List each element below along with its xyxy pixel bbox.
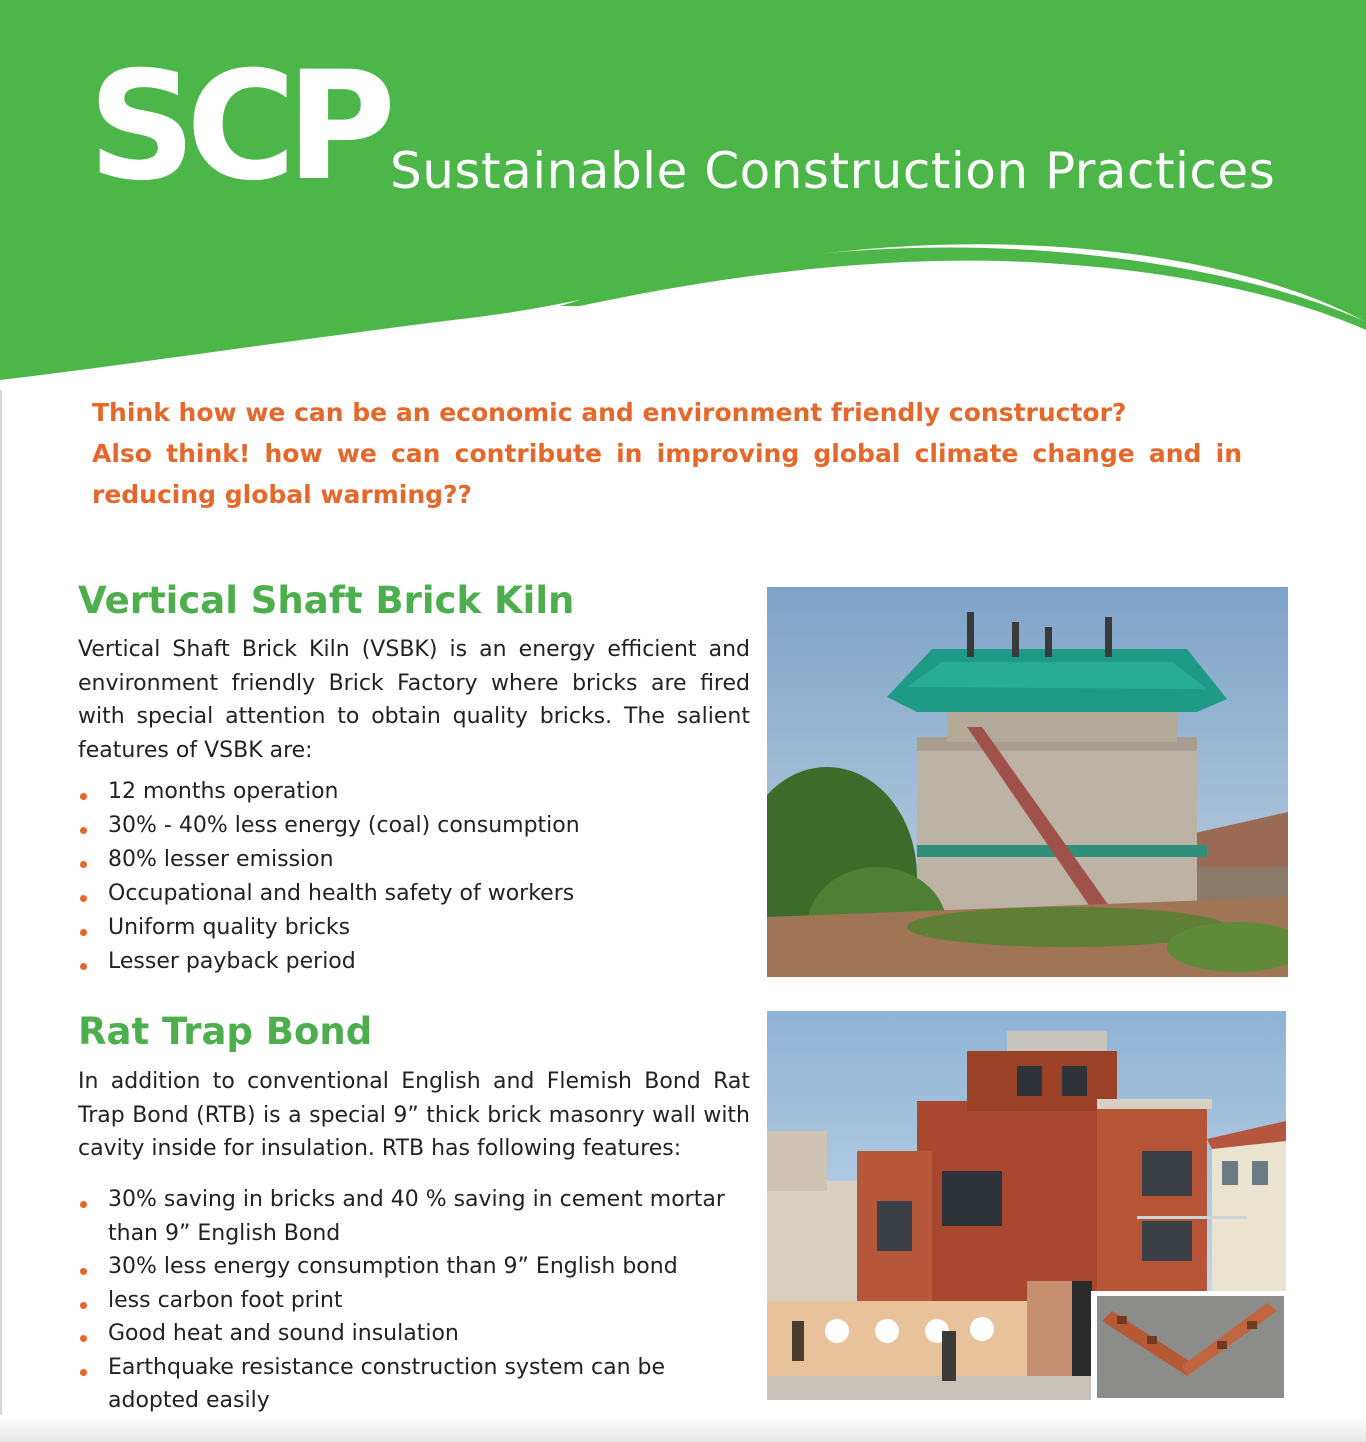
bullet-dot-icon [80, 861, 87, 868]
intro-line-2: Also think! how we can contribute in improving global climate change and in reducing global warming?? [92, 439, 1242, 509]
list-item: less carbon foot print [78, 1284, 758, 1318]
header-tagline: Sustainable Construction Practices [390, 142, 1276, 200]
list-item: Occupational and health safety of workers [78, 877, 758, 911]
list-item: 80% lesser emission [78, 843, 758, 877]
list-item: 12 months operation [78, 775, 758, 809]
intro-questions [92, 392, 1242, 515]
vsbk-feature-list [78, 775, 758, 979]
list-item: Good heat and sound insulation [78, 1317, 758, 1351]
rtb-house-photo [767, 1011, 1286, 1400]
intro-line-1: Think how we can be an economic and environment friendly constructor? [92, 398, 1127, 427]
page-left-edge [0, 390, 2, 1442]
header-banner [0, 0, 1366, 390]
vsbk-description: Vertical Shaft Brick Kiln (VSBK) is an energy efficient and environment friendly Brick Factory where bricks are fired with special attention to obtain quality bricks. The salient features of VSBK are: [78, 637, 750, 763]
bullet-dot-icon [80, 1369, 87, 1376]
bullet-dot-icon [80, 1335, 87, 1342]
list-item: 30% saving in bricks and 40 % saving in cement mortar than 9” English Bond [78, 1183, 758, 1250]
list-item: 30% - 40% less energy (coal) consumption [78, 809, 758, 843]
bullet-dot-icon [80, 793, 87, 800]
bullet-dot-icon [80, 895, 87, 902]
bullet-dot-icon [80, 1268, 87, 1275]
list-item: Uniform quality bricks [78, 911, 758, 945]
bullet-dot-icon [80, 1201, 87, 1208]
vsbk-kiln-photo [767, 587, 1288, 977]
rtb-title: Rat Trap Bond [78, 1010, 373, 1053]
bullet-dot-icon [80, 827, 87, 834]
list-item: Lesser payback period [78, 945, 758, 979]
bullet-dot-icon [80, 963, 87, 970]
bullet-dot-icon [80, 929, 87, 936]
scp-logo: SCP [88, 40, 387, 214]
rtb-feature-list [78, 1183, 758, 1418]
page-bottom-shadow [0, 1415, 1366, 1442]
vsbk-title: Vertical Shaft Brick Kiln [78, 579, 575, 622]
list-item: Earthquake resistance construction system can be adopted easily [78, 1351, 758, 1418]
bullet-dot-icon [80, 1302, 87, 1309]
list-item: 30% less energy consumption than 9” English bond [78, 1250, 758, 1284]
rtb-description: In addition to conventional English and Flemish Bond Rat Trap Bond (RTB) is a special 9” thick brick masonry wall with cavity inside for insulation. RTB has following features: [78, 1069, 750, 1161]
